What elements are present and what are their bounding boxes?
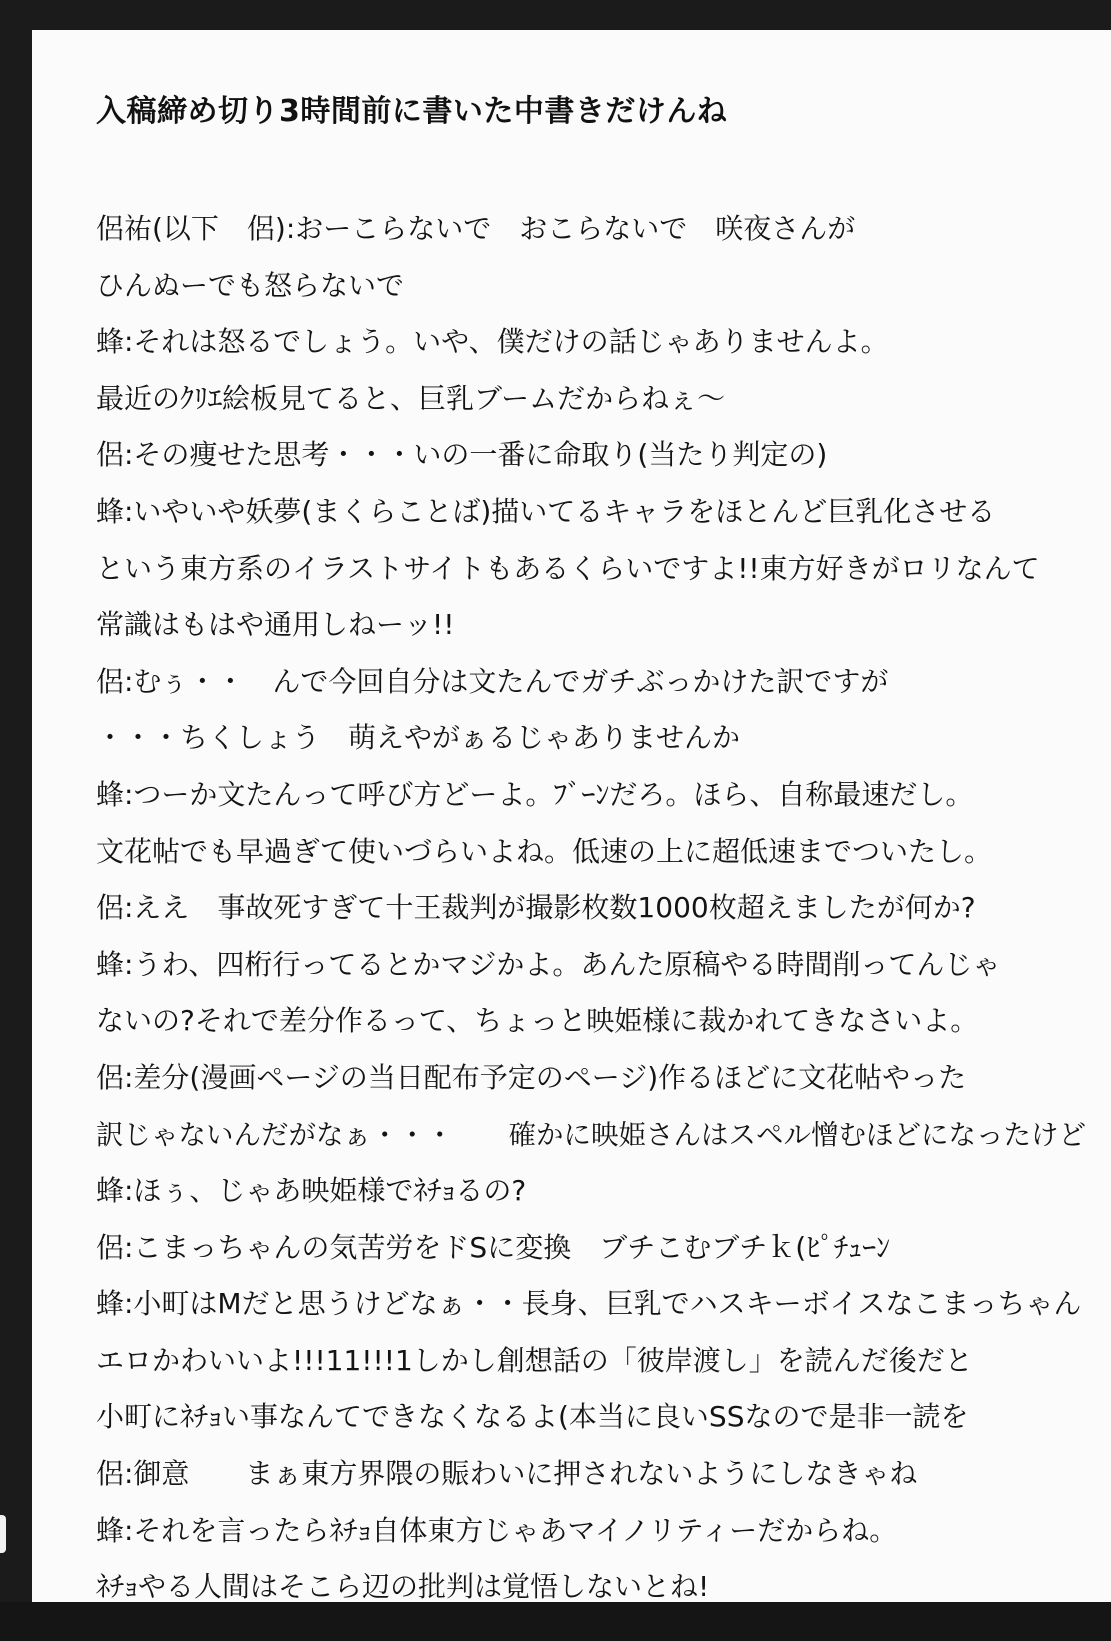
text-line: エロかわいいよ!!!11!!!1しかし創想話の「彼岸渡し」を読んだ後だと (96, 1343, 973, 1377)
text-line: ・・・ちくしょう 萌えやがぁるじゃありませんか (96, 721, 741, 755)
page-title: 入稿締め切り3時間前に書いた中書きだけんね (96, 94, 728, 129)
text-line: 常識はもはや通用しねーッ!! (96, 608, 455, 642)
binding-mark (0, 1515, 6, 1553)
text-line: 文花帖でも早過ぎて使いづらいよね。低速の上に超低速までついたし。 (96, 834, 993, 868)
text-line: 蜂:うわ、四桁行ってるとかマジかよ。あんた原稿やる時間削ってんじゃ (96, 947, 1001, 981)
text-line: という東方系のイラストサイトもあるくらいですよ!!東方好きがロリなんて (96, 551, 1040, 585)
text-line: ひんぬーでも怒らないで (96, 268, 405, 302)
text-line: 侶:その痩せた思考・・・いの一番に命取り(当たり判定の) (96, 438, 828, 472)
text-line: 蜂:それは怒るでしょう。いや、僕だけの話じゃありませんよ。 (96, 325, 889, 359)
text-line: 蜂:ほぅ、じゃあ映姫様でﾈﾁｮるの? (96, 1174, 527, 1208)
text-line: 侶:こまっちゃんの気苦労をドSに変換 ブチこむブチｋ(ﾋﾟﾁｭｰﾝ (96, 1230, 891, 1264)
text-line: 侶祐(以下 侶):おーこらないで おこらないで 咲夜さんが (96, 212, 856, 245)
text-line: 侶:ええ 事故死すぎて十王裁判が撮影枚数1000枚超えましたが何か? (96, 891, 976, 925)
text-line: 侶:御意 まぁ東方界隈の賑わいに押されないようにしなきゃね (96, 1457, 918, 1491)
text-line: 最近のｸﾘｴ絵板見てると、巨乳ブームだからねぇ～ (96, 381, 726, 415)
text-line: 蜂:つーか文たんって呼び方どーよ。ﾌﾞｰﾝだろ。ほら、自称最速だし。 (96, 777, 974, 811)
text-line: ないの?それで差分作るって、ちょっと映姫様に裁かれてきなさいよ。 (96, 1004, 979, 1038)
text-line: 蜂:それを言ったらﾈﾁｮ自体東方じゃあマイノリティーだからね。 (96, 1513, 898, 1547)
text-line: ﾈﾁｮやる人間はそこら辺の批判は覚悟しないとね! (96, 1570, 710, 1602)
text-line: 蜂:いやいや妖夢(まくらことば)描いてるキャラをほとんど巨乳化させる (96, 494, 996, 528)
bottom-border (0, 1602, 1111, 1641)
page-sheet (32, 30, 1111, 1602)
text-line: 蜂:小町はMだと思うけどなぁ・・長身、巨乳でハスキーボイスなこまっちゃん (96, 1287, 1082, 1321)
text-line: 侶:差分(漫画ページの当日配布予定のページ)作るほどに文花帖やった (96, 1060, 967, 1094)
dialogue-text (96, 201, 1101, 1602)
text-line: 訳じゃないんだがなぁ・・・ 確かに映姫さんはスペル憎むほどになったけど (96, 1118, 1086, 1151)
text-line: 侶:むぅ・・ んで今回自分は文たんでガチぶっかけた訳ですが (96, 664, 889, 698)
text-line: 小町にﾈﾁｮい事なんてできなくなるよ(本当に良いSSなので是非一読を (96, 1400, 969, 1434)
